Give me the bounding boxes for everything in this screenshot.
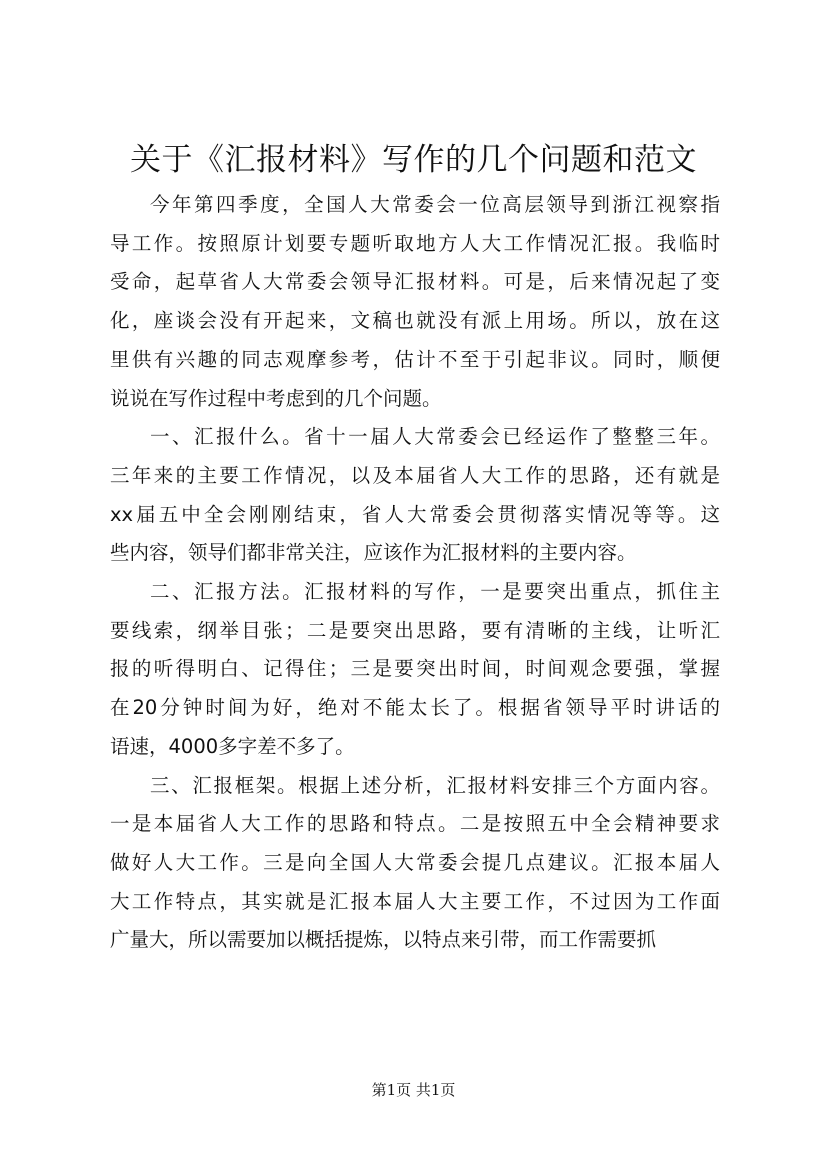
- paragraph-line: 报的听得明白、记得住；三是要突出时间，时间观念要强，掌握: [110, 657, 720, 681]
- paragraph-line: 一、汇报什么。省十一届人大常委会已经运作了整整三年。: [150, 425, 720, 449]
- paragraph-line: 在20分钟时间为好，绝对不能太长了。根据省领导平时讲话的: [110, 696, 720, 720]
- page-footer: 第1页 共1页: [371, 1081, 456, 1099]
- document-title: 关于《汇报材料》写作的几个问题和范文: [130, 142, 697, 178]
- paragraph-line: 做好人大工作。三是向全国人大常委会提几点建议。汇报本届人: [110, 850, 720, 874]
- paragraph-line: 语速，4000多字差不多了。: [110, 734, 355, 758]
- paragraph-line: 三年来的主要工作情况，以及本届省人大工作的思路，还有就是: [110, 463, 720, 487]
- paragraph: [110, 418, 720, 573]
- paragraph-line: 大工作特点，其实就是汇报本届人大主要工作，不过因为工作面: [110, 889, 720, 913]
- paragraph-line: 化，座谈会没有开起来，文稿也就没有派上用场。所以，放在这: [110, 309, 720, 333]
- document-body: [110, 186, 720, 960]
- paragraph-line: 三、汇报框架。根据上述分析，汇报材料安排三个方面内容。: [150, 773, 720, 797]
- paragraph: [110, 186, 720, 418]
- paragraph: [110, 573, 720, 767]
- paragraph-line: 广量大，所以需要加以概括提炼，以特点来引带，而工作需要抓: [110, 928, 657, 952]
- paragraph-line: 要线索，纲举目张；二是要突出思路，要有清晰的主线，让听汇: [110, 618, 720, 642]
- paragraph-line: 说说在写作过程中考虑到的几个问题。: [110, 386, 442, 410]
- paragraph-line: 受命，起草省人大常委会领导汇报材料。可是，后来情况起了变: [110, 270, 720, 294]
- paragraph-list: [110, 186, 720, 960]
- paragraph-line: 二、汇报方法。汇报材料的写作，一是要突出重点，抓住主: [150, 580, 720, 604]
- paragraph-line: 导工作。按照原计划要专题听取地方人大工作情况汇报。我临时: [110, 231, 720, 255]
- paragraph-line: 些内容，领导们都非常关注，应该作为汇报材料的主要内容。: [110, 541, 637, 565]
- paragraph-line: 一是本届省人大工作的思路和特点。二是按照五中全会精神要求: [110, 812, 720, 836]
- paragraph: [110, 767, 720, 961]
- paragraph-line: 里供有兴趣的同志观摩参考，估计不至于引起非议。同时，顺便: [110, 347, 720, 371]
- paragraph-line: 今年第四季度，全国人大常委会一位高层领导到浙江视察指: [150, 193, 720, 216]
- paragraph-line: xx届五中全会刚刚结束，省人大常委会贯彻落实情况等等。这: [110, 502, 720, 526]
